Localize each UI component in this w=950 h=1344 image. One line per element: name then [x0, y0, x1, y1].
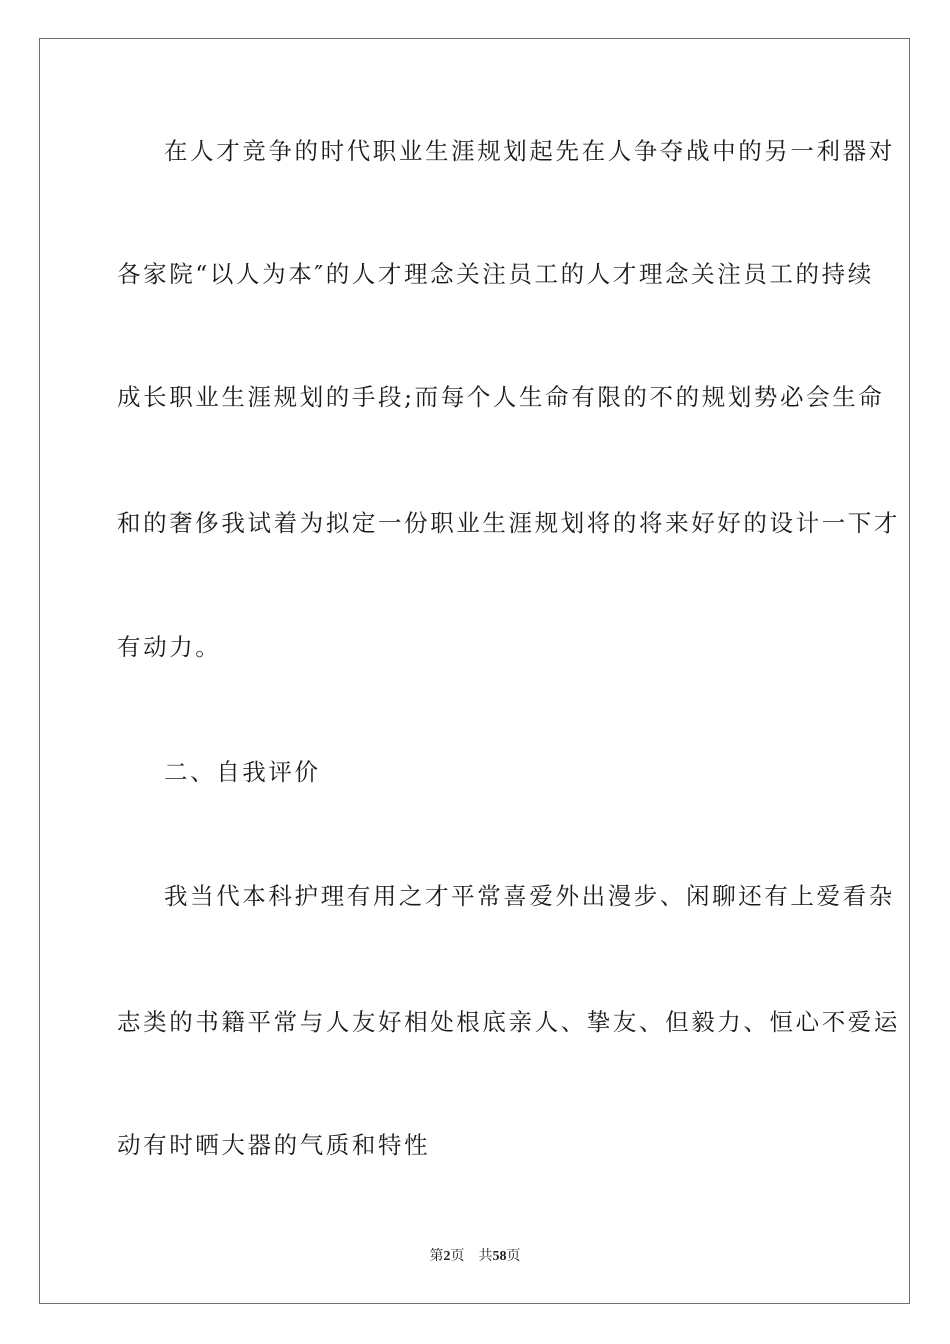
paragraph-line: 成长职业生涯规划的手段;而每个人生命有限的不的规划势必会生命 — [117, 383, 885, 411]
footer-prefix: 第 — [429, 1248, 444, 1264]
section-heading: 二、自我评价 — [164, 758, 321, 786]
current-page-number: 2 — [443, 1249, 451, 1264]
paragraph-line: 有动力。 — [117, 633, 222, 661]
page-footer — [0, 1247, 950, 1266]
footer-page-unit: 页 — [450, 1248, 465, 1264]
paragraph-line: 在人才竞争的时代职业生涯规划起先在人争夺战中的另一利器对 — [164, 137, 895, 165]
footer-total-prefix: 共 — [478, 1248, 493, 1264]
paragraph-line: 各家院“以人为本″的人才理念关注员工的人才理念关注员工的持续 — [117, 260, 874, 288]
page-border — [39, 38, 910, 1304]
paragraph-line: 志类的书籍平常与人友好相处根底亲人、挚友、但毅力、恒心不爱运 — [117, 1008, 900, 1036]
paragraph-line: 和的奢侈我试着为拟定一份职业生涯规划将的将来好好的设计一下才 — [117, 509, 900, 537]
paragraph-line: 我当代本科护理有用之才平常喜爱外出漫步、闲聊还有上爱看杂 — [164, 882, 895, 910]
paragraph-line: 动有时晒大器的气质和特性 — [117, 1131, 431, 1159]
footer-total-unit: 页 — [506, 1248, 521, 1264]
total-pages-number: 58 — [492, 1249, 507, 1264]
